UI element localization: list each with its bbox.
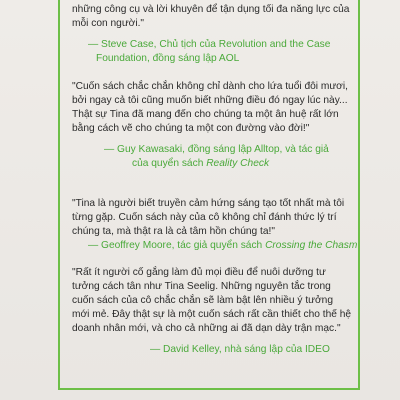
quote-3-attribution-prefix: — Geoffrey Moore, tác giả quyển sách [88,240,266,251]
quote-4-line-4: mới mẻ. Đây thật sự là một cuốn sách rất cần thiết cho thế hệ [72,309,352,320]
quote-4-line-2: tưởng cách tân như Tina Seelig. Những nguyên tắc trong [72,281,331,292]
quote-2-line-4: bằng cách vẽ cho chúng ta một con đường vào đời!" [72,123,310,134]
quote-2-attribution-line-1: — Guy Kawasaki, đồng sáng lập Alltop, và tác giả [104,144,329,155]
quote-3-book-title: Crossing the Chasm [265,240,358,251]
quote-2-attribution-prefix: của quyển sách [132,158,207,169]
quote-3-line-1: "Tina là người biết truyền cảm hứng sáng tạo tốt nhất mà tôi [72,198,345,209]
quote-2-book-title: Reality Check [206,158,270,169]
quote-2-attribution-line-2 [132,157,269,171]
quote-1-attribution-line-1: — Steve Case, Chủ tịch của Revolution and the Case [88,39,331,50]
quote-2-line-2: bởi ngay cả tôi cũng muốn biết những điều đó ngay lúc này... [72,95,348,106]
quote-4-line-5: doanh nhân mới, và cho cả những ai đã dạn dày trận mạc." [72,323,341,334]
quote-1-line-2: mỗi con người." [72,18,145,29]
quote-1-attribution-line-2: Foundation, đồng sáng lập AOL [96,53,240,64]
quote-2-line-1: "Cuốn sách chắc chắn không chỉ dành cho lứa tuổi đôi mươi, [72,81,348,92]
quote-3-line-3: chúng ta, mà thật ra là cả tâm hồn chúng ta!" [72,226,275,237]
quote-4-attribution: — David Kelley, nhà sáng lập của IDEO [150,344,330,355]
quote-4-line-3: cuốn sách của cô chắc chắn sẽ làm bật lên nhiều ý tưởng [72,295,333,306]
quote-1-line-1: những công cụ và lời khuyên để tận dụng tối đa năng lực của [72,4,350,15]
quote-3-attribution [88,239,357,253]
quote-3-line-2: từng gặp. Cuốn sách này của cô không chỉ đánh thức lý trí [72,212,337,223]
quote-1-cut-line [72,0,375,1]
quote-4-line-1: "Rất ít người cố gắng làm đủ mọi điều để nuôi dưỡng tư [72,267,326,278]
quote-2-line-3: Thật sự Tina đã mang đến cho chúng ta một ân huệ rất lớn [72,109,339,120]
